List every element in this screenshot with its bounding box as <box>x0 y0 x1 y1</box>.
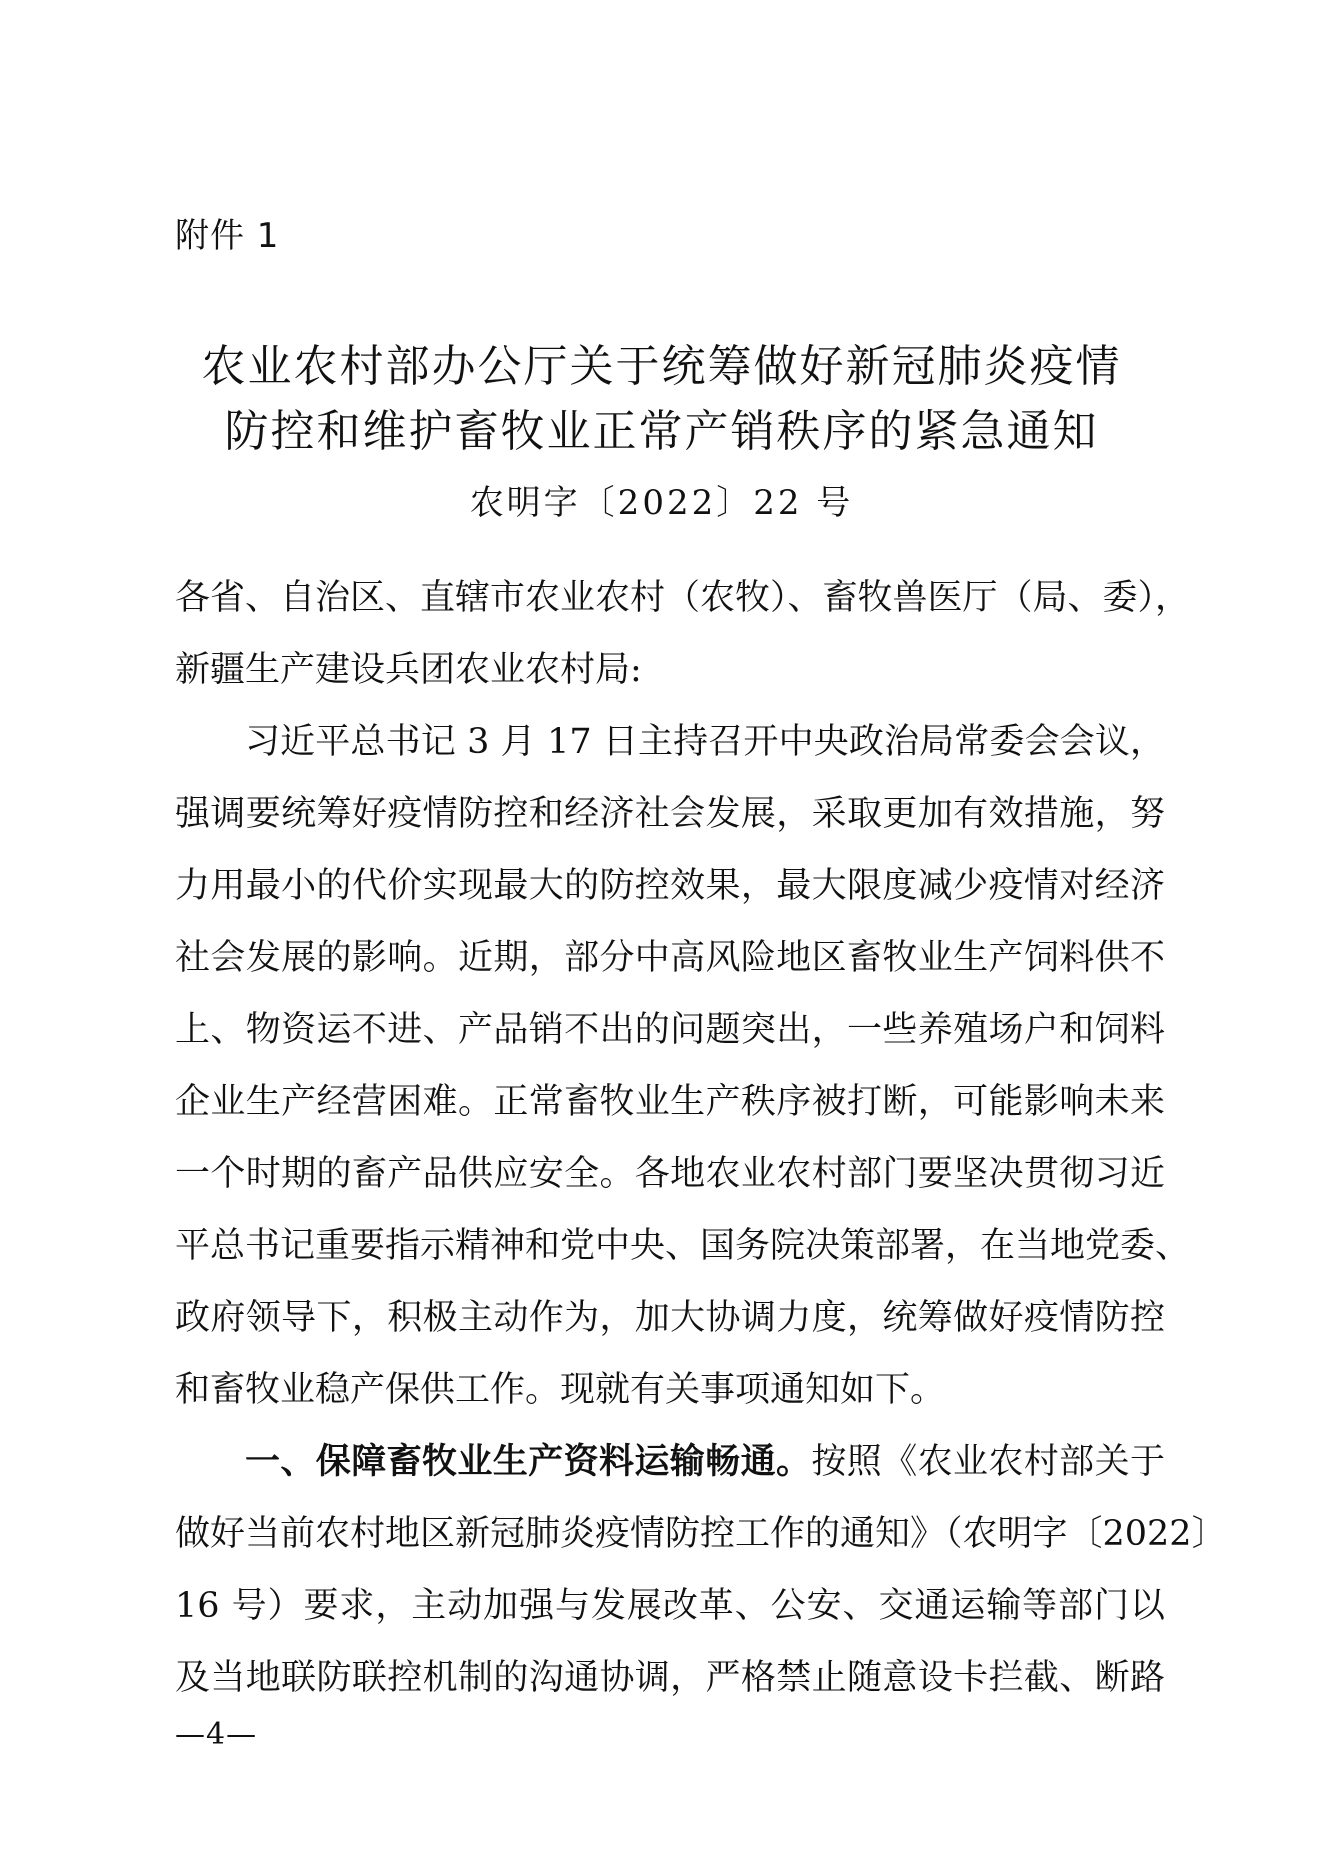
attachment-label: 附件 1 <box>175 216 280 256</box>
section-heading-line <box>245 1434 1165 1484</box>
paragraph-line: 政府领导下，积极主动作为，加大协调力度，统筹做好疫情防控 <box>175 1298 1165 1338</box>
paragraph-line: 及当地联防联控机制的沟通协调，严格禁止随意设卡拦截、断路 <box>175 1658 1165 1698</box>
page-number: —4— <box>175 1717 258 1752</box>
paragraph-line: 习近平总书记 3 月 17 日主持召开中央政治局常委会会议， <box>245 722 1165 762</box>
paragraph-line: 力用最小的代价实现最大的防控效果，最大限度减少疫情对经济 <box>175 866 1165 906</box>
paragraph-line: 企业生产经营困难。正常畜牧业生产秩序被打断，可能影响未来 <box>175 1082 1165 1122</box>
paragraph-line: 做好当前农村地区新冠肺炎疫情防控工作的通知》（农明字〔2022〕 <box>175 1514 1227 1554</box>
paragraph-line: 和畜牧业稳产保供工作。现就有关事项通知如下。 <box>175 1370 946 1410</box>
section-text: 按照《农业农村部关于 <box>811 1442 1165 1482</box>
paragraph-line: 强调要统筹好疫情防控和经济社会发展，采取更加有效措施，努 <box>175 794 1165 834</box>
section-heading: 一、保障畜牧业生产资料运输畅通。 <box>245 1442 812 1482</box>
paragraph-line: 平总书记重要指示精神和党中央、国务院决策部署，在当地党委、 <box>175 1226 1191 1266</box>
document-title-line-2: 防控和维护畜牧业正常产销秩序的紧急通知 <box>224 406 1099 457</box>
document-title-line-1: 农业农村部办公厅关于统筹做好新冠肺炎疫情 <box>201 341 1122 392</box>
paragraph-line: 一个时期的畜产品供应安全。各地农业农村部门要坚决贯彻习近 <box>175 1154 1165 1194</box>
paragraph-line: 上、物资运不进、产品销不出的问题突出，一些养殖场户和饲料 <box>175 1010 1165 1050</box>
document-number: 农明字〔2022〕22 号 <box>469 483 854 523</box>
addressee-line: 各省、自治区、直辖市农业农村（农牧）、畜牧兽医厅（局、委）， <box>175 578 1191 618</box>
paragraph-line: 16 号）要求，主动加强与发展改革、公安、交通运输等部门以 <box>175 1586 1165 1626</box>
addressee-line: 新疆生产建设兵团农业农村局: <box>175 650 642 690</box>
paragraph-line: 社会发展的影响。近期，部分中高风险地区畜牧业生产饲料供不 <box>175 938 1165 978</box>
